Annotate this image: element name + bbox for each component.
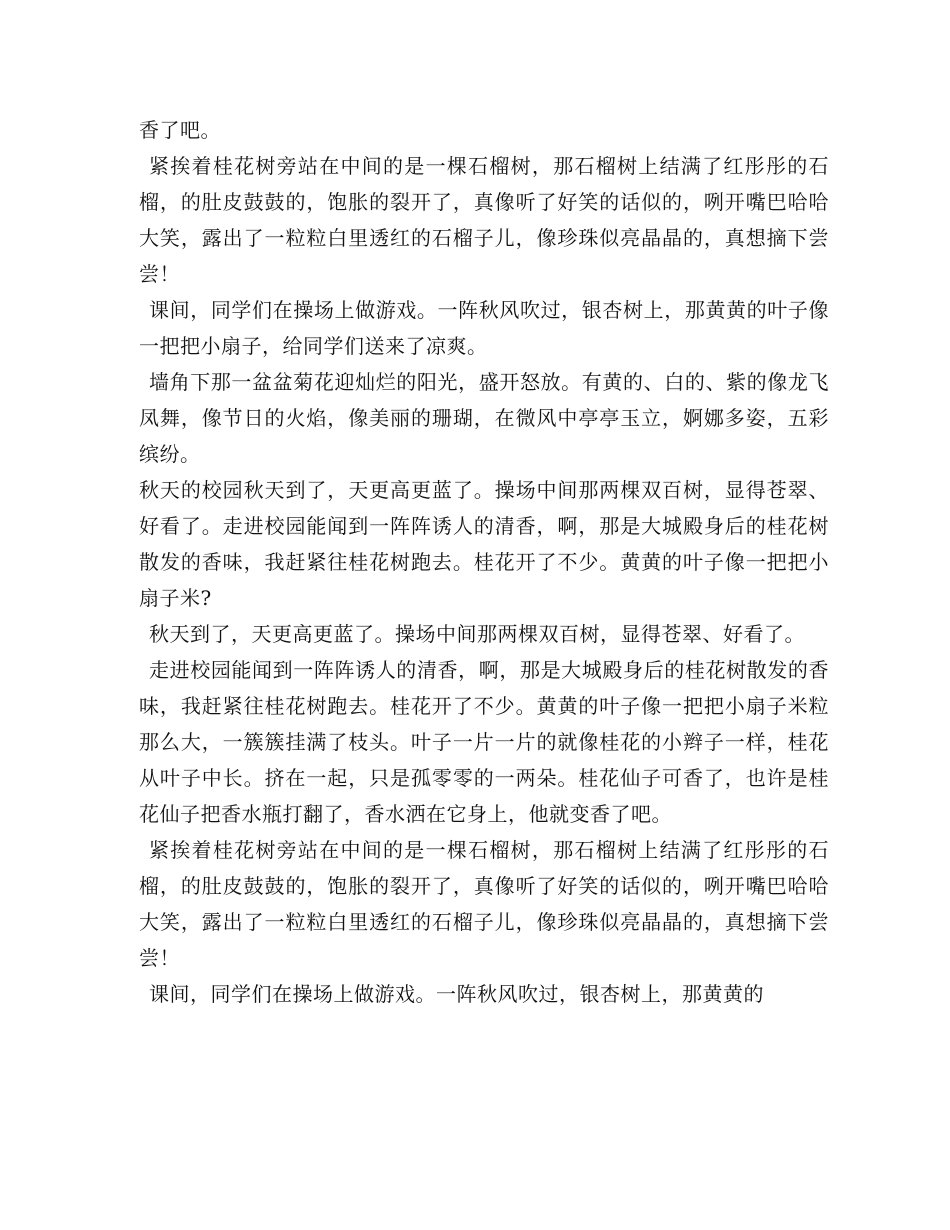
paragraph-9: 课间，同学们在操场上做游戏。一阵秋风吹过，银杏树上，那黄黄的 xyxy=(149,982,764,1006)
paragraph-7: 走进校园能闻到一阵阵诱人的清香，啊，那是大城殿身后的桂花树散发的香味，我赶紧往桂花树跑去。桂花开了不少。黄黄的叶子像一把把小扇子米粒那么大，一簇簇挂满了枝头。叶子一片一片的就像桂花的小辫子一样，桂花从叶子中长。挤在一起，只是孤零零的一两朵。桂花仙子可香了，也许是桂花仙子把香水瓶打翻了，香水洒在它身上，他就变香了吧。 xyxy=(139,658,829,826)
paragraph-2: 紧挨着桂花树旁站在中间的是一棵石榴树，那石榴树上结满了红彤彤的石榴，的肚皮鼓鼓的，饱胀的裂开了，真像听了好笑的话似的，咧开嘴巴哈哈大笑，露出了一粒粒白里透红的石榴子儿，像珍珠似亮晶晶的，真想摘下尝尝！ xyxy=(139,154,829,286)
paragraph-8: 紧挨着桂花树旁站在中间的是一棵石榴树，那石榴树上结满了红彤彤的石榴，的肚皮鼓鼓的，饱胀的裂开了，真像听了好笑的话似的，咧开嘴巴哈哈大笑，露出了一粒粒白里透红的石榴子儿，像珍珠似亮晶晶的，真想摘下尝尝！ xyxy=(139,838,829,970)
paragraph-6: 秋天到了，天更高更蓝了。操场中间那两棵双百树，显得苍翠、好看了。 xyxy=(149,622,805,646)
document-body xyxy=(139,112,829,1012)
paragraph-1: 香了吧。 xyxy=(139,118,221,142)
paragraph-4: 墙角下那一盆盆菊花迎灿烂的阳光，盛开怒放。有黄的、白的、紫的像龙飞凤舞，像节日的火焰，像美丽的珊瑚，在微风中亭亭玉立，婀娜多姿，五彩缤纷。 xyxy=(139,370,829,466)
paragraph-3: 课间，同学们在操场上做游戏。一阵秋风吹过，银杏树上，那黄黄的叶子像一把把小扇子，给同学们送来了凉爽。 xyxy=(139,298,829,358)
paragraph-5: 秋天的校园秋天到了，天更高更蓝了。操场中间那两棵双百树，显得苍翠、好看了。走进校园能闻到一阵阵诱人的清香，啊，那是大城殿身后的桂花树散发的香味，我赶紧往桂花树跑去。桂花开了不少。黄黄的叶子像一把把小扇子米? xyxy=(139,478,829,610)
